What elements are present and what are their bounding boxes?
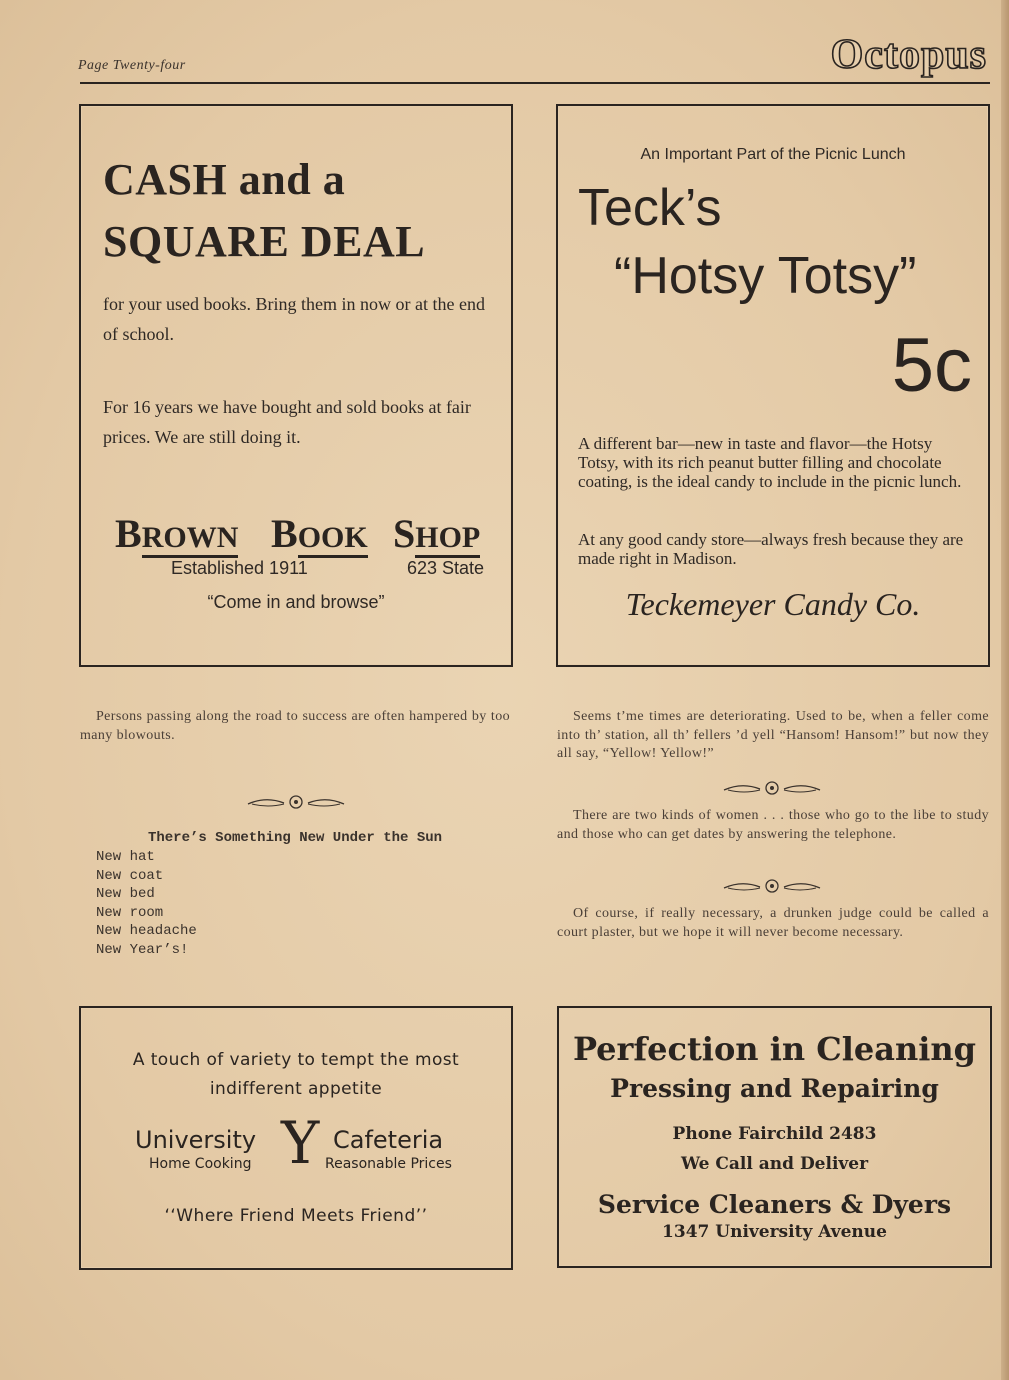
shop-name-word-3: SHOP [393, 511, 481, 556]
ad-university-y-cafeteria [79, 1006, 513, 1270]
page-edge [1001, 0, 1009, 1380]
joke-hansom: Seems t’me times are deteriorating. Used to be, when a feller come into th’ station, all th’ fellers ’d yell “Hansom! Hansom!” but now they all say, “Yellow! Yellow!” [557, 709, 989, 761]
joke-two-kinds-of-women: There are two kinds of women . . . those who go to the libe to study and those who can get dates by answering the telephone. [557, 808, 989, 842]
product-name: “Hotsy Totsy” [614, 247, 917, 305]
established-year: Established 1911 [171, 558, 308, 578]
company-name: Teckemeyer Candy Co. [625, 586, 921, 622]
poem-line: New coat [96, 867, 164, 884]
cleaners-subhead: Pressing and Repairing [610, 1074, 939, 1103]
ornament-divider-icon [246, 792, 346, 812]
cleaners-address: 1347 University Avenue [662, 1222, 887, 1242]
cleaners-service: We Call and Deliver [680, 1154, 869, 1174]
cleaners-phone: Phone Fairchild 2483 [672, 1124, 877, 1144]
cafeteria-name-right: Cafeteria [333, 1126, 444, 1154]
poem-line: New headache [96, 923, 197, 939]
poem-title: There’s Something New Under the Sun [147, 830, 443, 846]
product-description: A different bar—new in taste and flavor—the Hotsy Totsy, with its rich peanut butter filling and chocolate coating, is the ideal candy to include in the picnic lunch. [578, 434, 962, 491]
cleaners-name: Service Cleaners & Dyers [597, 1190, 952, 1219]
ad-paragraph-1: for your used books. Bring them in now or at the end of school. [103, 294, 485, 344]
cafeteria-subtitle-left: Home Cooking [149, 1156, 252, 1172]
header-rule [80, 82, 990, 84]
shop-name-word-2: BOOK [271, 511, 368, 556]
ad-tagline: A touch of variety to tempt the most indifferent appetite [132, 1050, 460, 1099]
product-price: 5c [891, 323, 972, 408]
ad-kicker: An Important Part of the Picnic Lunch [640, 146, 906, 163]
magazine-logo: Octopus [830, 32, 987, 78]
y-logo: Y [281, 1109, 320, 1177]
page-number: Page Twenty-four [78, 58, 186, 73]
joke-blowouts: Persons passing along the road to success are often hampered by too many blowouts. [80, 709, 510, 743]
poem-line: New bed [96, 886, 155, 902]
poem-line: New Year’s! [96, 941, 189, 958]
cafeteria-name-left: University [135, 1126, 257, 1154]
poem-line: New hat [96, 849, 155, 865]
brand-name: Teck’s [578, 179, 722, 237]
ad-headline-1: CASH and a [103, 155, 346, 204]
ad-brown-book-shop [79, 104, 513, 667]
ad-headline-2: SQUARE DEAL [103, 217, 426, 266]
ad-teck-hotsy-totsy [556, 104, 990, 667]
joke-drunken-judge: Of course, if really necessary, a drunken judge could be called a court plaster, but we hope it will never become necessary. [557, 906, 989, 940]
poem-lines [96, 848, 197, 959]
shop-motto: “Come in and browse” [207, 592, 385, 612]
cleaners-headline: Perfection in Cleaning [572, 1030, 977, 1068]
ornament-divider-icon [722, 876, 822, 896]
shop-name-word-1: BROWN [115, 511, 239, 556]
shop-address: 623 State [407, 558, 485, 578]
ornament-divider-icon [722, 778, 822, 798]
poem-line: New room [96, 904, 164, 921]
ad-paragraph-2: For 16 years we have bought and sold books at fair prices. We are still doing it. [103, 397, 471, 447]
cafeteria-motto: ‘‘Where Friend Meets Friend’’ [164, 1206, 428, 1226]
cafeteria-subtitle-right: Reasonable Prices [325, 1156, 452, 1172]
ad-service-cleaners [557, 1006, 992, 1268]
product-availability: At any good candy store—always fresh because they are made right in Madison. [578, 530, 964, 568]
